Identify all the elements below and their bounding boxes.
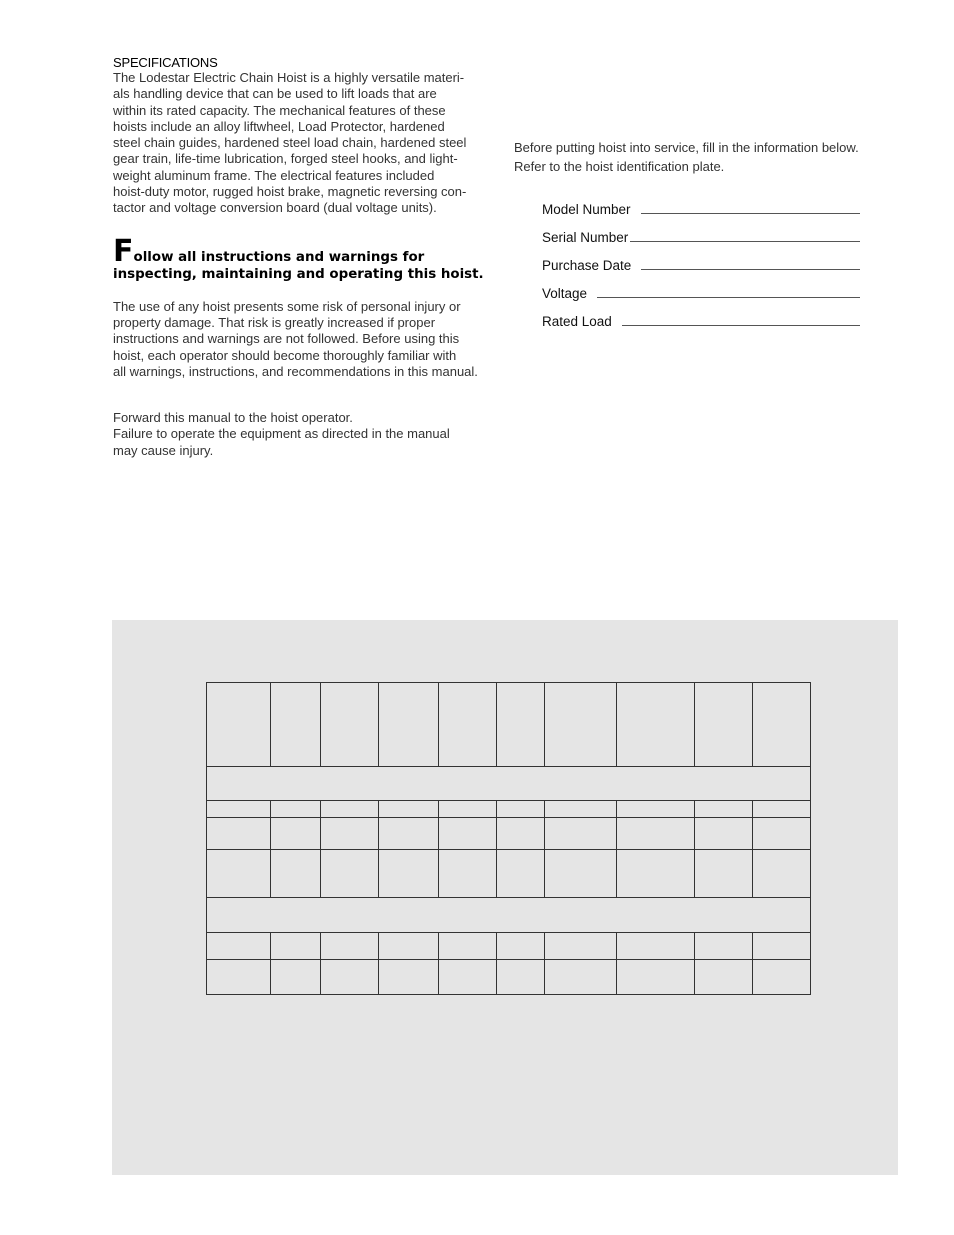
table-section-row <box>207 767 811 801</box>
table-cell <box>439 960 497 995</box>
table-section-cell <box>207 898 811 933</box>
spec-line: within its rated capacity. The mechanical features of these <box>113 102 446 118</box>
spec-line: steel chain guides, hardened steel load chain, hardened steel <box>113 135 467 151</box>
table-cell <box>379 850 439 898</box>
table-cell <box>753 850 811 898</box>
spec-line: hoist-duty motor, rugged hoist brake, magnetic reversing con- <box>113 184 467 200</box>
table-cell <box>207 960 271 995</box>
table-cell <box>617 960 695 995</box>
table-cell <box>497 818 545 850</box>
table-cell <box>207 818 271 850</box>
purchase-date-label: Purchase Date <box>542 258 632 273</box>
table-cell <box>617 801 695 818</box>
table-cell <box>321 801 379 818</box>
spec-line: hoists include an alloy liftwheel, Load Protector, hardened <box>113 118 445 134</box>
table-cell <box>695 933 753 960</box>
table-cell <box>271 683 321 767</box>
forward-line: may cause injury. <box>113 442 214 458</box>
table-row <box>207 801 811 818</box>
table-cell <box>617 933 695 960</box>
table-cell <box>207 801 271 818</box>
purchase-date-field[interactable] <box>641 269 860 270</box>
voltage-field[interactable] <box>597 297 860 298</box>
table-cell <box>545 801 617 818</box>
table-cell <box>695 960 753 995</box>
table-row <box>207 818 811 850</box>
table-cell <box>439 850 497 898</box>
table-cell <box>207 933 271 960</box>
table-cell <box>379 933 439 960</box>
table-cell <box>497 683 545 767</box>
table-cell <box>545 960 617 995</box>
hoist-info-intro: Refer to the hoist identification plate. <box>514 159 725 174</box>
spec-line: tactor and voltage conversion board (dual voltage units). <box>113 200 437 216</box>
table-cell <box>439 933 497 960</box>
table-cell <box>207 683 271 767</box>
table-cell <box>497 801 545 818</box>
table-cell <box>271 850 321 898</box>
model-number-field[interactable] <box>641 213 860 214</box>
table-row <box>207 960 811 995</box>
table-cell <box>753 683 811 767</box>
table-cell <box>271 933 321 960</box>
serial-number-row <box>542 217 860 245</box>
table-header-row <box>207 683 811 767</box>
voltage-row <box>542 273 860 301</box>
table-cell <box>271 960 321 995</box>
spec-line: gear train, life-time lubrication, forged steel hooks, and light- <box>113 151 458 167</box>
table-cell <box>271 818 321 850</box>
rated-load-row <box>542 301 860 329</box>
safety-notice <box>113 233 498 283</box>
model-number-label: Model Number <box>542 202 631 217</box>
spec-line: The Lodestar Electric Chain Hoist is a highly versatile materi- <box>113 70 465 85</box>
specifications-table <box>206 682 811 995</box>
spec-line: weight aluminum frame. The electrical features included <box>113 167 435 183</box>
table-cell <box>617 683 695 767</box>
table-cell <box>617 818 695 850</box>
table-row <box>207 933 811 960</box>
specifications-text <box>113 70 498 217</box>
table-cell <box>545 850 617 898</box>
specifications-heading: SPECIFICATIONS <box>113 55 218 70</box>
table-cell <box>379 683 439 767</box>
risk-paragraph <box>113 299 498 380</box>
table-cell <box>271 801 321 818</box>
purchase-date-row <box>542 245 860 273</box>
notice-drop-cap: F <box>113 233 134 269</box>
table-section-cell <box>207 767 811 801</box>
risk-line: all warnings, instructions, and recommendations in this manual. <box>113 363 478 379</box>
risk-line: hoist, each operator should become thoroughly familiar with <box>113 347 457 363</box>
table-cell <box>545 683 617 767</box>
table-cell <box>321 850 379 898</box>
forward-line: Forward this manual to the hoist operator. <box>113 410 353 426</box>
right-column <box>514 138 904 329</box>
table-cell <box>545 933 617 960</box>
rated-load-label: Rated Load <box>542 314 612 329</box>
voltage-label: Voltage <box>542 286 588 301</box>
table-cell <box>379 801 439 818</box>
table-cell <box>695 683 753 767</box>
forward-paragraph <box>113 410 498 459</box>
table-cell <box>695 801 753 818</box>
model-number-row <box>542 189 860 217</box>
notice-line-1: ollow all instructions and warnings for <box>133 249 425 265</box>
table-cell <box>753 933 811 960</box>
risk-line: property damage. That risk is greatly increased if proper <box>113 314 436 330</box>
table-cell <box>321 960 379 995</box>
hoist-info-form <box>542 189 904 329</box>
forward-line: Failure to operate the equipment as directed in the manual <box>113 426 450 442</box>
hoist-info-intro: Before putting hoist into service, fill in the information below. <box>514 140 859 155</box>
table-cell <box>545 818 617 850</box>
spec-line: als handling device that can be used to lift loads that are <box>113 86 437 102</box>
risk-line: The use of any hoist presents some risk of personal injury or <box>113 298 461 314</box>
table-cell <box>439 683 497 767</box>
left-column <box>113 55 498 459</box>
table-cell <box>695 818 753 850</box>
table-cell <box>497 933 545 960</box>
table-cell <box>617 850 695 898</box>
table-cell <box>321 818 379 850</box>
table-cell <box>379 818 439 850</box>
table-row <box>207 850 811 898</box>
table-cell <box>439 801 497 818</box>
risk-line: instructions and warnings are not followed. Before using this <box>113 331 460 347</box>
table-cell <box>497 960 545 995</box>
table-cell <box>695 850 753 898</box>
table-cell <box>207 850 271 898</box>
serial-number-field[interactable] <box>630 241 860 242</box>
table-cell <box>321 683 379 767</box>
table-cell <box>497 850 545 898</box>
serial-number-label: Serial Number <box>542 230 629 245</box>
notice-line-2: inspecting, maintaining and operating this hoist. <box>113 266 484 282</box>
table-cell <box>379 960 439 995</box>
table-section-row <box>207 898 811 933</box>
table-cell <box>753 801 811 818</box>
table-cell <box>321 933 379 960</box>
table-cell <box>753 818 811 850</box>
rated-load-field[interactable] <box>622 325 860 326</box>
table-cell <box>753 960 811 995</box>
table-cell <box>439 818 497 850</box>
